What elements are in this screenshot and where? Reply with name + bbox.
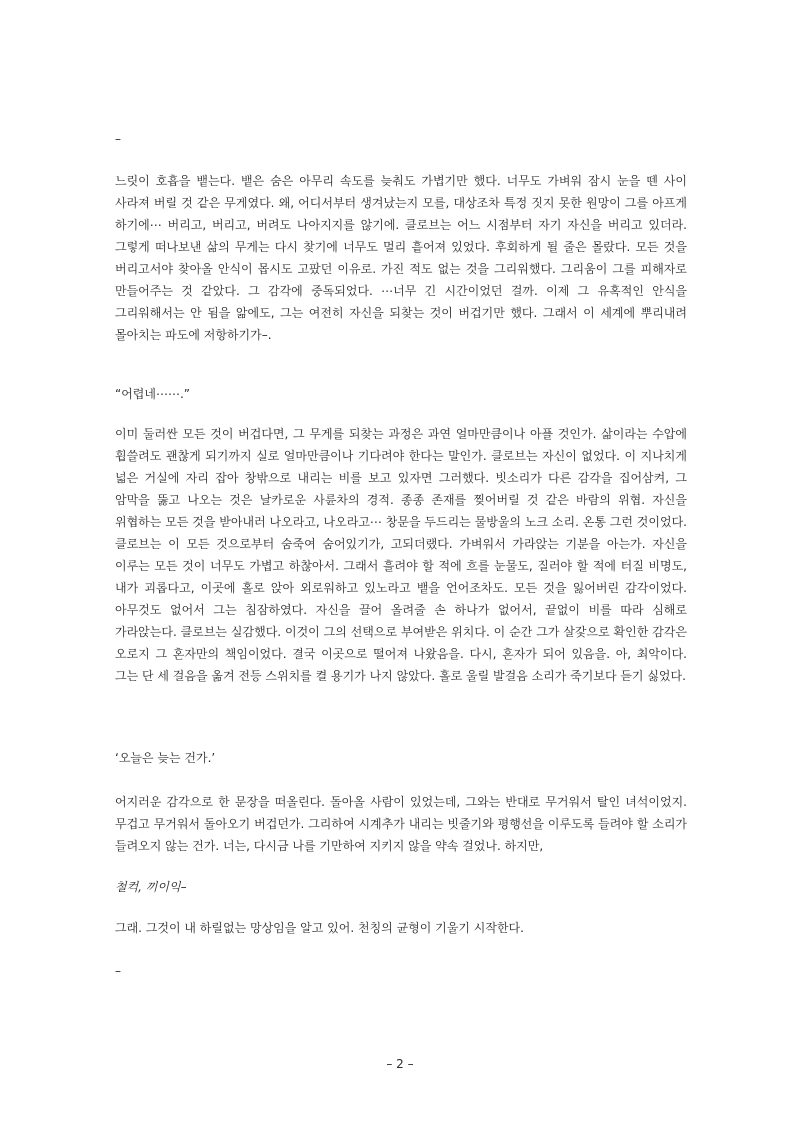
- paragraph-1: 느릿이 호흡을 뱉는다. 뱉은 숨은 아무리 속도를 늦춰도 가볍기만 했다. 너무도 가벼워 잠시 눈을 뗀 사이 사라져 버릴 것 같은 무게였다. 왜, 어디서부터 생겨났는지 모를, 대상조차 특정 짓지 못한 원망이 그를 아프게 하기에⋯ 버리고, 버리고, 버려도 나아지지를 않기에. 클로브는 어느 시점부터 자기 자신을 버리고 있더라. 그렇게 떠나보낸 삶의 무게는 다시 찾기에 너무도 멀리 흩어져 있었다. 후회하게 될 줄은 몰랐다. 모든 것을 버리고서야 찾아올 안식이 몹시도 고팠던 이유로. 가진 적도 없는 것을 그리워했다. 그리움이 그를 피해자로 만들어주는 것 같았다. 그 감각에 중독되었다. ⋯너무 긴 시간이었던 걸까. 이제 그 유혹적인 안식을 그리워해서는 안 됨을 앎에도, 그는 여전히 자신을 되찾는 것이 버겁기만 했다. 그래서 이 세계에 뿌리내려 몰아치는 파도에 저항하기가–.: [115, 174, 687, 342]
- paragraph-2: 이미 둘러싼 모든 것이 버겁다면, 그 무게를 되찾는 과정은 과연 얼마만큼이나 아플 것인가. 삶이라는 수압에 휩쓸려도 괜찮게 되기까지 실로 얼마만큼이나 기다려야 한다는 말인가. 클로브는 자신이 없었다. 이 지나치게 넓은 거실에 자리 잡아 창밖으로 내리는 비를 보고 있자면 그러했다. 빗소리가 다른 감각을 집어삼켜, 그 암막을 뚫고 나오는 것은 날카로운 사륜차의 경적. 종종 존재를 찢어버릴 것 같은 바람의 위협. 자신을 위협하는 모든 것을 받아내러 나오라고, 나오라고⋯ 창문을 두드리는 물방울의 노크 소리. 온통 그런 것이었다. 클로브는 이 모든 것으로부터 숨죽여 숨어있기가, 고되더랬다. 가벼워서 가라앉는 기분을 아는가. 자신을 이루는 모든 것이 너무도 가볍고 하찮아서. 그래서 흘려야 할 적에 흐를 눈물도, 질러야 할 적에 터질 비명도, 내가 괴롭다고, 이곳에 홀로 앉아 외로워하고 있노라고 뱉을 언어조차도. 모든 것을 잃어버린 감각이었다. 아무것도 없어서 그는 침잠하였다. 자신을 끌어 올려줄 손 하나가 없어서, 끝없이 비를 따라 심해로 가라앉는다. 클로브는 실감했다. 이것이 그의 선택으로 부여받은 위치다. 이 순간 그가 살갗으로 확인한 감각은 오로지 그 혼자만의 책임이었다. 결국 이곳으로 떨어져 나왔음을. 다시, 혼자가 되어 있음을. 아, 최악이다. 그는 단 세 걸음을 옮겨 전등 스위치를 켤 용기가 나지 않았다. 홀로 울릴 발걸음 소리가 죽기보다 듣기 싫었다.: [115, 427, 687, 683]
- sound-effect-line: 철컥, 끼이익–: [115, 880, 187, 894]
- document-page: [115, 0, 687, 1131]
- page-number: – 2 –: [386, 1057, 414, 1071]
- separator-top: –: [115, 132, 121, 146]
- quote-1: “어렵네⋯⋯.”: [115, 387, 191, 401]
- paragraph-3: 어지러운 감각으로 한 문장을 떠올린다. 돌아올 사람이 있었는데, 그와는 반대로 무거워서 탈인 녀석이었지. 무겁고 무거워서 돌아오기 버겁던가. 그리하여 시계추가 내리는 빗줄기와 평행선을 이루도록 들려야 할 소리가 들려오지 않는 건가. 너는, 다시금 나를 기만하여 지키지 않을 약속 걸었나. 하지만,: [115, 795, 687, 853]
- quote-2: ‘오늘은 늦는 건가.’: [115, 751, 216, 765]
- separator-bottom: –: [115, 964, 121, 978]
- paragraph-4: 그래. 그것이 내 하릴없는 망상임을 알고 있어. 천칭의 균형이 기울기 시작한다.: [115, 921, 524, 935]
